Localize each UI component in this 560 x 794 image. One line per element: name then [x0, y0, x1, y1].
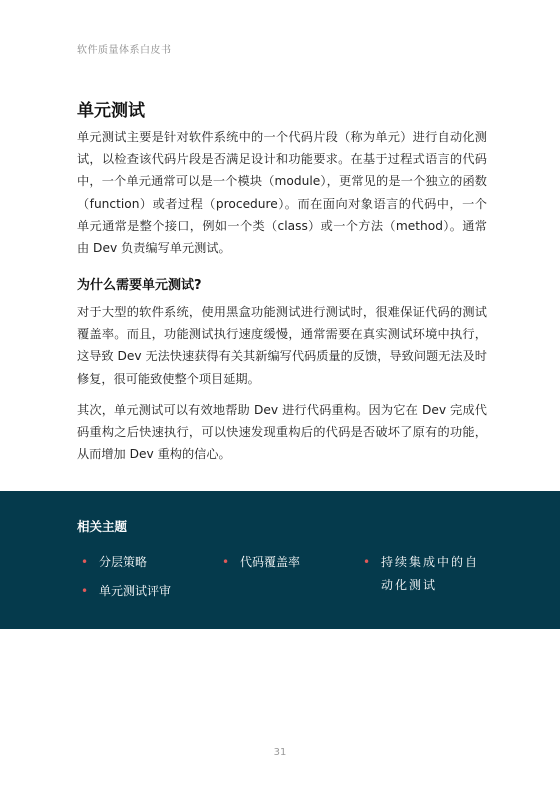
bullet-icon: • — [222, 555, 230, 569]
related-topic-link[interactable] — [81, 551, 148, 574]
body-paragraph: 其次，单元测试可以有效地帮助 Dev 进行代码重构。因为它在 Dev 完成代码重构之后快速执行，可以快速发现重构后的代码是否破坏了原有的功能，从而增加 Dev 重构的信心。 — [77, 403, 487, 462]
related-topic-link[interactable] — [81, 580, 172, 603]
related-topic-label: 分层策略 — [99, 555, 148, 569]
related-topic-label: 持续集成中的自动化测试 — [381, 555, 480, 592]
related-topic-link[interactable] — [222, 551, 301, 574]
related-topic-label: 代码覆盖率 — [240, 555, 301, 569]
related-topic-link[interactable] — [363, 551, 491, 597]
page-number: 31 — [273, 747, 287, 758]
related-topic-label: 单元测试评审 — [99, 584, 172, 598]
related-topics-title: 相关主题 — [77, 519, 128, 534]
section-title: 单元测试 — [77, 101, 145, 121]
bullet-icon: • — [81, 584, 89, 598]
related-topics-panel — [0, 491, 560, 629]
intro-paragraph: 单元测试主要是针对软件系统中的一个代码片段（称为单元）进行自动化测试，以检查该代码片段是否满足设计和功能要求。在基于过程式语言的代码中，一个单元通常可以是一个模块（module），更常见的是一个独立的函数（function）或者过程（procedure）。而在面向对象语言的代码中，一个单元通常是整个接口，例如一个类（class）或一个方法（method）。通常由 Dev 负责编写单元测试。 — [77, 130, 487, 256]
body-paragraph: 对于大型的软件系统，使用黑盒功能测试进行测试时，很难保证代码的测试覆盖率。而且，功能测试执行速度缓慢，通常需要在真实测试环境中执行，这导致 Dev 无法快速获得有关其新编写代码质量的反馈，导致问题无法及时修复，很可能致使整个项目延期。 — [77, 305, 487, 386]
bullet-icon: • — [363, 555, 373, 569]
bullet-icon: • — [81, 555, 89, 569]
subheading: 为什么需要单元测试? — [77, 278, 202, 293]
running-header: 软件质量体系白皮书 — [77, 45, 172, 56]
